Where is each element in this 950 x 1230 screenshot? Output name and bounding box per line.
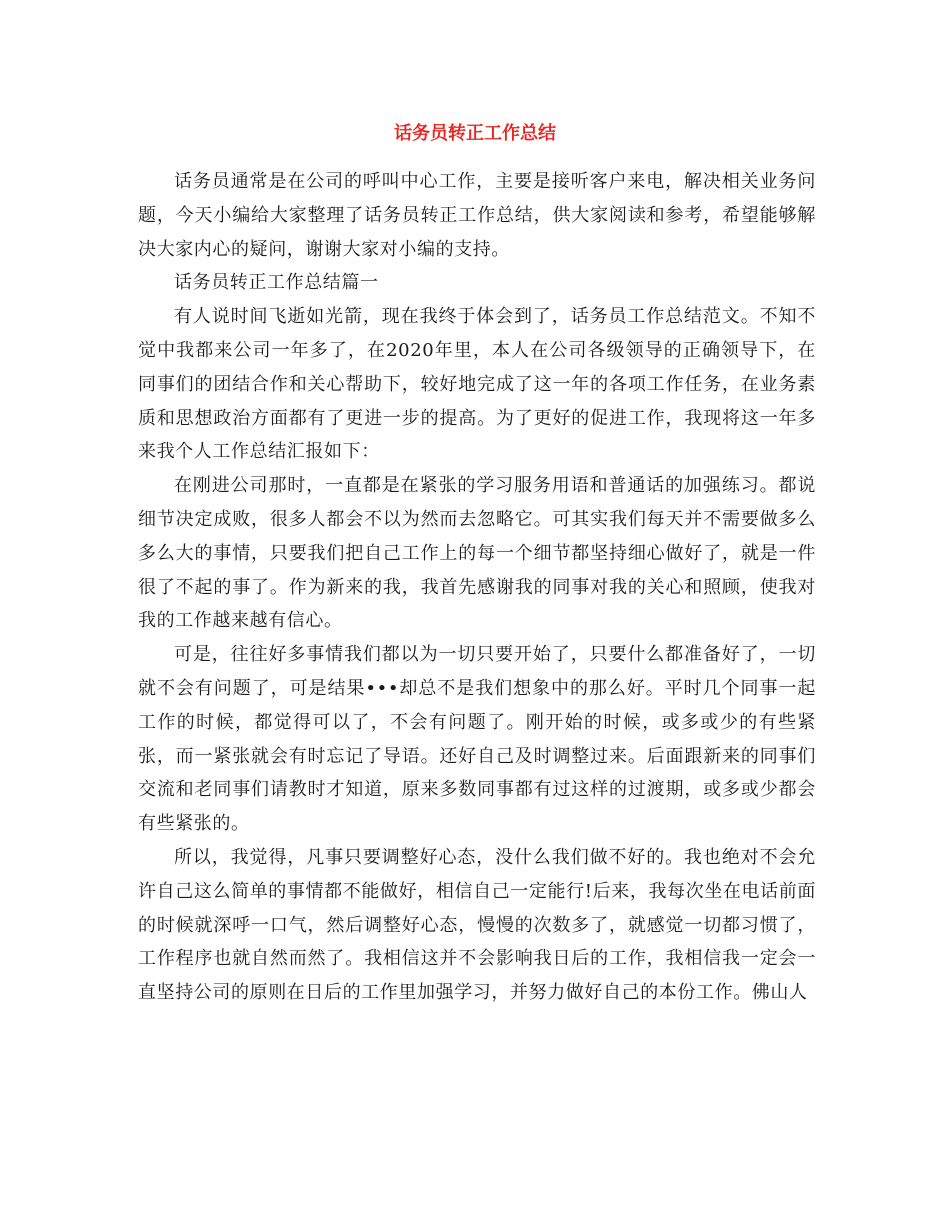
paragraph-1: 有人说时间飞逝如光箭，现在我终于体会到了，话务员工作总结范文。不知不觉中我都来公司一年多了，在2020年里，本人在公司各级领导的正确领导下，在同事们的团结合作和关心帮助下，较好地完成了这一年的各项工作任务，在业务素质和思想政治方面都有了更进一步的提高。为了更好的促进工作，我现将这一年多来我个人工作总结汇报如下： [138, 306, 816, 463]
paragraph-2: 在刚进公司那时，一直都是在紧张的学习服务用语和普通话的加强练习。都说细节决定成败，很多人都会不以为然而去忽略它。可其实我们每天并不需要做多么多么大的事情，只要我们把自己工作上的每一个细节都坚持细心做好了，就是一件很了不起的事了。作为新来的我，我首先感谢我的同事对我的关心和照顾，使我对我的工作越来越有信心。 [138, 475, 816, 632]
paragraph-3: 可是，往往好多事情我们都以为一切只要开始了，只要什么都准备好了，一切就不会有问题了，可是结果•••却总不是我们想象中的那么好。平时几个同事一起工作的时候，都觉得可以了，不会有问题了。刚开始的时候，或多或少的有些紧张，而一紧张就会有时忘记了导语。还好自己及时调整过来。后面跟新来的同事们交流和老同事们请教时才知道，原来多数同事都有过这样的过渡期，或多或少都会有些紧张的。 [138, 644, 816, 835]
paragraph-4: 所以，我觉得，凡事只要调整好心态，没什么我们做不好的。我也绝对不会允许自己这么简单的事情都不能做好，相信自己一定能行!后来，我每次坐在电话前面的时候就深呼一口气，然后调整好心态，慢慢的次数多了，就感觉一切都习惯了，工作程序也就自然而然了。我相信这并不会影响我日后的工作，我相信我一定会一直坚持公司的原则在日后的工作里加强学习，并努力做好自己的本份工作。佛山人 [138, 846, 816, 1004]
paragraph-intro: 话务员通常是在公司的呼叫中心工作，主要是接听客户来电，解决相关业务问题，今天小编给大家整理了话务员转正工作总结，供大家阅读和参考，希望能够解决大家内心的疑问，谢谢大家对小编的支持。 [138, 171, 816, 260]
document-title: 话务员转正工作总结 [394, 123, 556, 144]
document-body [138, 165, 816, 1010]
section-heading: 话务员转正工作总结篇一 [174, 272, 379, 294]
